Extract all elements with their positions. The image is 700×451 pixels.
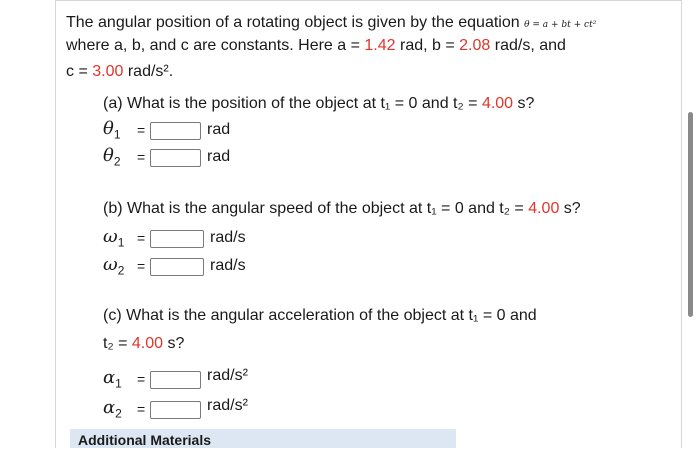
subscript: 2 — [117, 263, 125, 278]
theta-1-symbol — [103, 119, 121, 145]
equals-sign: = — [137, 371, 146, 387]
omega-1-input[interactable] — [150, 230, 204, 248]
theta-1-input[interactable] — [150, 122, 201, 140]
text-segment: rad/s². — [127, 63, 174, 80]
problem-line-2 — [66, 36, 566, 56]
equation: θ = a + bt + ct² — [524, 20, 597, 30]
a-value: 1.42 — [364, 37, 396, 54]
theta-1-unit: rad — [207, 121, 231, 138]
text-segment: c = — [66, 63, 88, 80]
part-c-question-line-1: (c) What is the angular acceleration of the object at t₁ = 0 and — [103, 307, 537, 324]
subscript: 1 — [117, 235, 125, 250]
part-c-question-line-2 — [103, 334, 184, 354]
intro-text: The angular position of a rotating object is given by the equation — [66, 14, 520, 31]
equals-sign: = — [137, 258, 146, 274]
subscript: 1 — [115, 376, 122, 391]
text-segment: s? — [167, 335, 185, 352]
subscript: 2 — [113, 154, 121, 169]
scrollbar[interactable] — [688, 112, 693, 317]
alpha-1-unit: rad/s² — [207, 367, 248, 384]
subscript: 1 — [113, 127, 121, 142]
theta-2-symbol — [103, 146, 121, 172]
equals-sign: = — [137, 230, 146, 246]
text-segment: t₂ = — [103, 335, 128, 352]
c-value: 3.00 — [92, 63, 124, 80]
part-a-question — [103, 94, 534, 114]
alpha-1-input[interactable] — [150, 371, 201, 389]
symbol: ω — [103, 226, 118, 247]
omega-1-unit: rad/s — [210, 229, 246, 246]
symbol: θ — [103, 118, 114, 139]
alpha-2-input[interactable] — [150, 401, 201, 419]
equals-sign: = — [137, 122, 146, 138]
text-segment: rad/s, and — [494, 37, 566, 54]
equals-sign: = — [137, 149, 146, 165]
theta-2-unit: rad — [207, 148, 231, 165]
omega-2-symbol — [103, 255, 124, 281]
symbol: α — [103, 397, 116, 418]
b-value: 2.08 — [459, 37, 491, 54]
text-segment: rad, b = — [400, 37, 455, 54]
problem-line-3 — [66, 62, 173, 82]
additional-materials-header[interactable]: Additional Materials — [70, 429, 456, 448]
equals-sign: = — [137, 401, 146, 417]
part-a-t2-value: 4.00 — [481, 95, 514, 112]
omega-2-unit: rad/s — [210, 257, 246, 274]
text-segment: s? — [517, 95, 535, 112]
omega-2-input[interactable] — [150, 258, 204, 276]
text-segment: s? — [563, 200, 581, 217]
alpha-1-symbol — [103, 368, 122, 394]
symbol: θ — [103, 145, 114, 166]
problem-line-1 — [66, 13, 596, 35]
part-b-t2-value: 4.00 — [528, 200, 560, 217]
symbol: ω — [103, 254, 118, 275]
alpha-2-symbol — [103, 398, 122, 424]
part-b-question — [103, 199, 581, 219]
text-segment: (a) What is the position of the object at t₁ = 0 and t₂ = — [103, 95, 478, 112]
part-c-t2-value: 4.00 — [131, 335, 164, 352]
omega-1-symbol — [103, 227, 124, 253]
text-segment: (b) What is the angular speed of the object at t₁ = 0 and t₂ = — [103, 200, 524, 217]
text-segment: where a, b, and c are constants. Here a = — [66, 37, 360, 54]
theta-2-input[interactable] — [150, 149, 201, 167]
symbol: α — [103, 367, 116, 388]
subscript: 2 — [115, 406, 122, 421]
alpha-2-unit: rad/s² — [207, 397, 248, 414]
